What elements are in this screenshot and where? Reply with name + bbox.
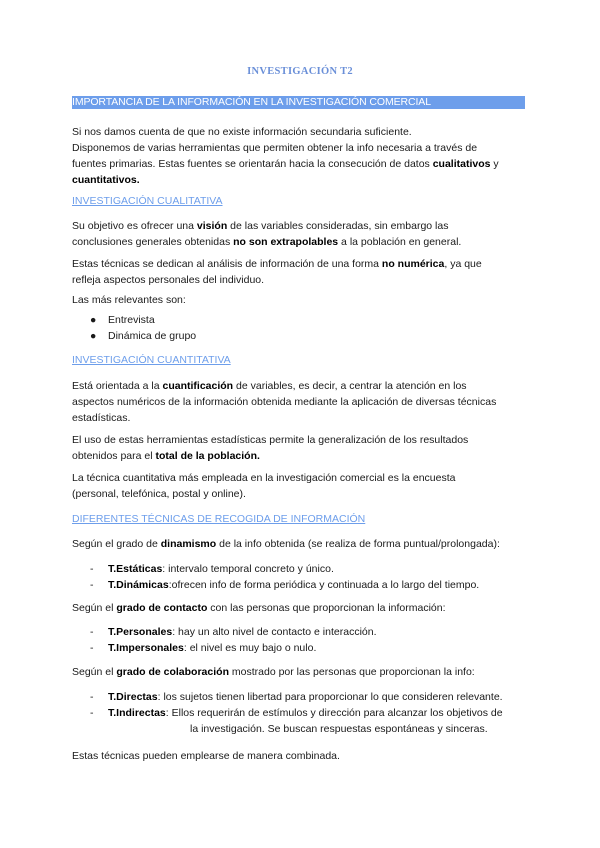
list-item: ● Dinámica de grupo <box>90 330 197 342</box>
list-item: ● Entrevista <box>90 314 155 326</box>
cuantitativa-paragraph-2: El uso de estas herramientas estadísticas permite la generalización de los resultados obtenidos para el total de la población. <box>72 434 469 462</box>
list-item-continuation: la investigación. Se buscan respuestas espontáneas y sinceras. <box>190 723 488 735</box>
tecnicas-dinamismo-intro: Según el grado de dinamismo de la info obtenida (se realiza de forma puntual/prolongada): <box>72 538 500 550</box>
bullet-icon: ● <box>90 330 97 342</box>
dash-marker: - <box>90 707 94 719</box>
cuantitativa-paragraph-3: La técnica cuantitativa más empleada en la investigación comercial es la encuesta (personal, telefónica, postal y online). <box>72 472 456 500</box>
intro-line-2: Disponemos de varias herramientas que permiten obtener la info necesaria a través de <box>72 142 478 154</box>
intro-paragraph <box>72 124 532 188</box>
intro-line-3: fuentes primarias. Estas fuentes se orientarán hacia la consecución de datos cualitativos y <box>72 158 499 170</box>
tecnicas-closing: Estas técnicas pueden emplearse de manera combinada. <box>72 750 340 762</box>
heading-tecnicas[interactable]: DIFERENTES TÉCNICAS DE RECOGIDA DE INFORMACIÓN <box>72 513 366 525</box>
heading-cualitativa[interactable]: INVESTIGACIÓN CUALITATIVA <box>72 195 223 207</box>
dash-marker: - <box>90 691 94 703</box>
cualitativa-paragraph-3: Las más relevantes son: <box>72 294 186 306</box>
bullet-icon: ● <box>90 314 97 326</box>
cuantitativa-paragraph-1: Está orientada a la cuantificación de variables, es decir, a centrar la atención en los aspectos numéricos de la información obtenida mediante la aplicación de diversas técnicas estadísticas. <box>72 380 497 424</box>
cualitativa-paragraph-1: Su objetivo es ofrecer una visión de las variables consideradas, sin embargo las conclusiones generales obtenidas no son extrapolables a la población en general. <box>72 220 462 248</box>
dash-marker: - <box>90 642 94 654</box>
intro-line-4: cuantitativos. <box>72 174 140 186</box>
dash-marker: - <box>90 626 94 638</box>
document-title: INVESTIGACIÓN T2 <box>247 66 353 77</box>
cualitativa-paragraph-2: Estas técnicas se dedican al análisis de información de una forma no numérica, ya que refleja aspectos personales del individuo. <box>72 258 482 286</box>
intro-line-1: Si nos damos cuenta de que no existe información secundaria suficiente. <box>72 126 412 138</box>
section-banner: IMPORTANCIA DE LA INFORMACIÓN EN LA INVESTIGACIÓN COMERCIAL <box>72 96 525 109</box>
list-item: - T.Indirectas: Ellos requerirán de estímulos y dirección para alcanzar los objetivos de la investigación. Se buscan respuestas espontáneas y sinceras. <box>90 705 530 739</box>
dash-marker: - <box>90 579 94 591</box>
tecnicas-contacto-intro: Según el grado de contacto con las personas que proporcionan la información: <box>72 602 446 614</box>
dash-marker: - <box>90 563 94 575</box>
tecnicas-colaboracion-intro: Según el grado de colaboración mostrado por las personas que proporcionan la info: <box>72 666 475 678</box>
heading-cuantitativa[interactable]: INVESTIGACIÓN CUANTITATIVA <box>72 354 231 366</box>
document-page: INVESTIGACIÓN T2 IMPORTANCIA DE LA INFORMACIÓN EN LA INVESTIGACIÓN COMERCIAL Si nos damos cuenta de que no existe información secundaria suficiente. Disponemos de varias herramientas que permiten obtener la info necesaria a través de fuentes primarias. Estas fuentes se orientarán hacia la consecución de datos cualitativos y cuantitativos. INVESTIGACIÓN CUALITATIVA Su objetivo es ofrecer una visión de las variables consideradas, sin embargo las conclusiones generales obtenidas no son extrapolables a la población en general. Estas técnicas se dedican al análisis de información de una forma no numérica, ya que refleja aspectos personales del individuo. Las más relevantes son: ● Entrevista ● Dinámica de grupo INVESTIGACIÓN CUANTITATIVA Está orientada a la cuantificación de variables, es decir, a centrar la atención en los aspectos numéricos de la información obtenida mediante la aplicación de diversas técnicas estadísticas. El uso de estas herramientas estadísticas permite la generalización de los resultados obtenidos para el total de la población. La técnica cuantitativa más empleada en la investigación comercial es la encuesta (personal, telefónica, postal y online). DIFERENTES TÉCNICAS DE RECOGIDA DE INFORMACIÓN Según el grado de dinamismo de la info obtenida (se realiza de forma puntual/prolongada): - T.Estáticas: intervalo temporal concreto y único. - T.Dinámicas:ofrecen info de forma periódica y continuada a lo largo del tiempo. Según el grado de contacto con las personas que proporcionan la información: - T.Personales: hay un alto nivel de contacto e interacción. - T.Impersonales: el nivel es muy bajo o nulo. Según el grado de colaboración mostrado por las personas que proporcionan la info: - T.Directas: los sujetos tienen libertad para proporcionar lo que consideren relevante. - T.Indirectas: Ellos requerirán de estímulos y dirección para alcanzar los objetivos de la investigación. Se buscan respuestas espontáneas y sinceras. Estas técnicas pueden emplearse de manera combinada. <box>0 0 600 848</box>
